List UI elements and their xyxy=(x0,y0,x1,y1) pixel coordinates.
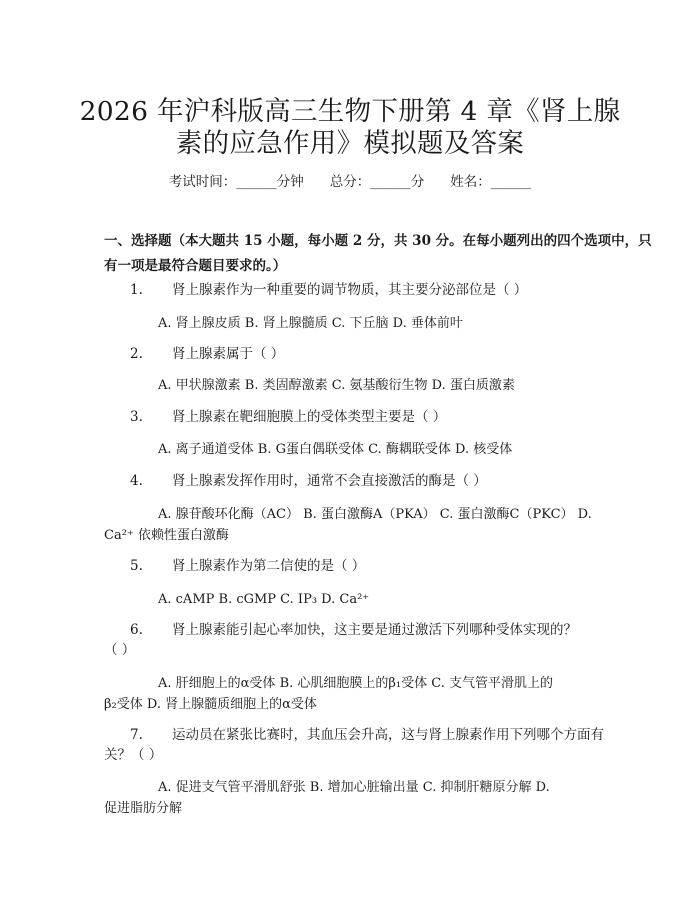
question-text: 运动员在紧张比赛时，其血压会升高，这与肾上腺素作用下列哪个方面有 xyxy=(172,727,604,743)
question-number: 7. xyxy=(130,727,143,743)
question-7-line-2: 关？（ ） xyxy=(104,747,163,763)
options-text: A. 甲状腺激素 B. 类固醇激素 C. 氨基酸衍生物 D. 蛋白质激素 xyxy=(158,378,515,393)
question-1 xyxy=(104,278,660,303)
exam-time-field: 考试时间：______分钟 xyxy=(168,174,304,190)
question-5-options xyxy=(104,587,664,612)
question-1-options xyxy=(104,311,664,336)
question-number: 6. xyxy=(130,622,143,638)
question-number: 5. xyxy=(130,558,143,574)
student-name-field: 姓名：______ xyxy=(450,174,532,190)
question-number: 1. xyxy=(130,282,143,298)
question-2 xyxy=(104,342,660,367)
options-text: A. 促进支气管平滑肌舒张 B. 增加心脏输出量 C. 抑制肝糖原分解 D. xyxy=(158,780,550,795)
question-text: 肾上腺素在靶细胞膜上的受体类型主要是（ ） xyxy=(172,409,447,425)
question-number: 2. xyxy=(130,346,143,362)
question-3-options xyxy=(104,437,664,462)
total-score-field: 总分：______分 xyxy=(329,174,425,190)
question-2-options xyxy=(104,373,664,398)
options-text: A. 肝细胞上的α受体 B. 心肌细胞膜上的β₁受体 C. 支气管平滑肌上的 xyxy=(158,676,553,691)
question-3 xyxy=(104,405,660,430)
question-number: 3. xyxy=(130,409,143,425)
question-7-options-line-2: 促进脂肪分解 xyxy=(104,801,183,816)
options-text: A. 离子通道受体 B. G蛋白偶联受体 C. 酶耦联受体 D. 核受体 xyxy=(158,442,513,457)
question-6-options-line-2: β₂受体 D. 肾上腺髓质细胞上的α受体 xyxy=(104,697,317,712)
options-text: A. 肾上腺皮质 B. 肾上腺髓质 C. 下丘脑 D. 垂体前叶 xyxy=(158,316,463,331)
section-heading: 一、选择题（本大题共 15 小题，每小题 2 分，共 30 分。在每小题列出的四个选项中，只有一项是最符合题目要求的。） xyxy=(104,233,652,274)
question-text: 肾上腺素属于（ ） xyxy=(172,346,285,362)
options-text: A. cAMP B. cGMP C. IP₃ D. Ca²⁺ xyxy=(158,592,370,607)
question-text: 肾上腺素作为第二信使的是（ ） xyxy=(172,558,366,574)
question-text: 肾上腺素发挥作用时，通常不会直接激活的酶是（ ） xyxy=(172,473,487,489)
document-title-line-2: 素的应急作用》模拟题及答案 xyxy=(175,128,525,159)
question-text: 肾上腺素能引起心率加快，这主要是通过激活下列哪种受体实现的？ xyxy=(172,622,577,638)
question-5 xyxy=(104,554,660,579)
exam-meta xyxy=(0,170,700,190)
question-number: 4. xyxy=(130,473,143,489)
options-text: A. 腺苷酸环化酶（AC） B. 蛋白激酶A（PKA） C. 蛋白激酶C（PKC） D. xyxy=(158,507,592,522)
question-4 xyxy=(104,469,660,494)
question-4-options-line-2: Ca²⁺ 依赖性蛋白激酶 xyxy=(104,528,229,543)
document-title-line-1: 2026 年沪科版高三生物下册第 4 章《肾上腺 xyxy=(79,96,621,127)
question-text: 肾上腺素作为一种重要的调节物质，其主要分泌部位是（ ） xyxy=(172,282,528,298)
question-6-line-2: （ ） xyxy=(104,642,136,658)
